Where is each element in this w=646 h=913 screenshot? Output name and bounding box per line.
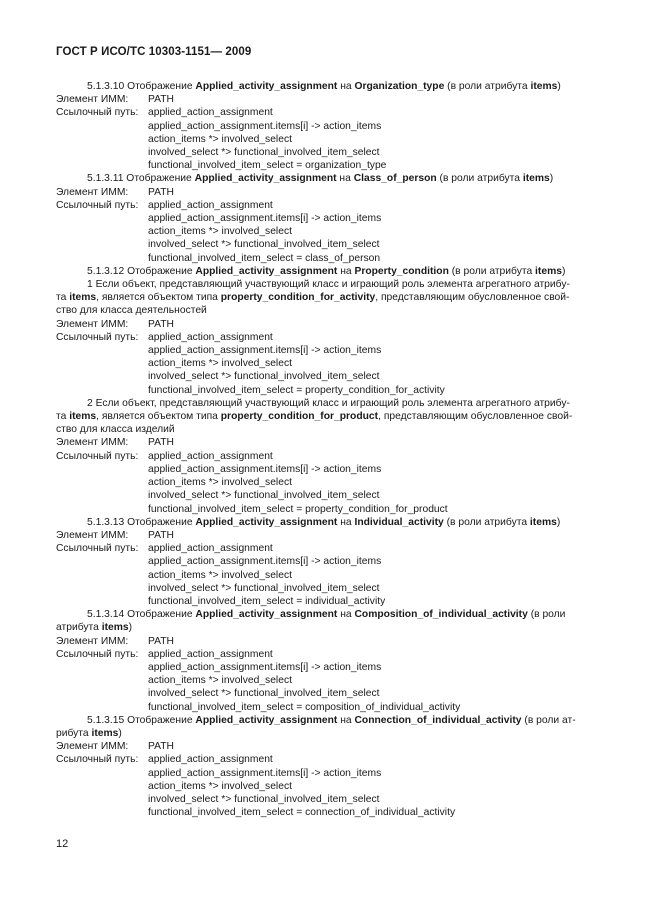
section-heading: 5.1.3.12 Отображение Applied_activity_assignment на Property_condition (в роли атрибута items) [87, 265, 566, 277]
path-line: functional_involved_item_select = class_of_person [148, 252, 381, 264]
section-heading-continued: рибута items) [56, 727, 122, 739]
section-heading: 5.1.3.13 Отображение Applied_activity_assignment на Individual_activity (в роли атрибута items) [87, 516, 561, 528]
path-row: Ссылочный путь: applied_action_assignment [56, 450, 273, 462]
path-line: applied_action_assignment.items[i] -> action_items [148, 556, 382, 568]
path-line: applied_action_assignment.items[i] -> action_items [148, 463, 382, 475]
note: 2 Если объект, представляющий участвующий класс и играющий роль элемента агрегатного атрибу- [87, 397, 570, 409]
page-number: 12 [56, 838, 69, 850]
path-line: involved_select *> functional_involved_item_select [148, 490, 380, 502]
element-row: Элемент ИММ: PATH [56, 741, 174, 753]
path-row: Ссылочный путь: applied_action_assignment [56, 107, 273, 119]
path-line: functional_involved_item_select = individual_activity [148, 595, 386, 607]
path-line: involved_select *> functional_involved_item_select [148, 582, 380, 594]
path-line: functional_involved_item_select = property_condition_for_activity [148, 384, 445, 396]
path-line: involved_select *> functional_involved_item_select [148, 793, 380, 805]
path-line: functional_involved_item_select = property_condition_for_product [148, 503, 448, 515]
path-line: involved_select *> functional_involved_item_select [148, 239, 380, 251]
element-row: Элемент ИММ: PATH [56, 529, 174, 541]
element-row: Элемент ИММ: PATH [56, 94, 174, 106]
path-line: applied_action_assignment.items[i] -> action_items [148, 767, 382, 779]
path-line: action_items *> involved_select [148, 133, 292, 145]
path-row: Ссылочный путь: applied_action_assignment [56, 543, 273, 555]
path-row: Ссылочный путь: applied_action_assignment [56, 199, 273, 211]
path-line: applied_action_assignment.items[i] -> action_items [148, 213, 382, 225]
section-heading: 5.1.3.14 Отображение Applied_activity_assignment на Composition_of_individual_activity (в роли [87, 609, 566, 621]
path-line: action_items *> involved_select [148, 226, 292, 238]
path-line: action_items *> involved_select [148, 675, 292, 687]
element-row: Элемент ИММ: PATH [56, 318, 174, 330]
element-row: Элемент ИММ: PATH [56, 635, 174, 647]
note-line: та items, является объектом типа property_condition_for_activity, представляющим обусловленное свой- [56, 292, 570, 304]
path-row: Ссылочный путь: applied_action_assignment [56, 754, 273, 766]
note-line: ство для класса деятельностей [56, 305, 207, 317]
path-line: applied_action_assignment.items[i] -> action_items [148, 345, 382, 357]
path-line: action_items *> involved_select [148, 780, 292, 792]
path-line: involved_select *> functional_involved_item_select [148, 147, 380, 159]
section-heading: 5.1.3.11 Отображение Applied_activity_assignment на Class_of_person (в роли атрибута items) [87, 173, 554, 185]
path-line: involved_select *> functional_involved_item_select [148, 688, 380, 700]
path-line: action_items *> involved_select [148, 477, 292, 489]
section-heading: 5.1.3.15 Отображение Applied_activity_assignment на Connection_of_individual_activity (в роли ат- [87, 714, 576, 726]
note: 1 Если объект, представляющий участвующий класс и играющий роль элемента агрегатного атрибу- [87, 279, 570, 291]
section-heading-continued: атрибута items) [56, 622, 133, 634]
path-line: functional_involved_item_select = connection_of_individual_activity [148, 807, 456, 819]
path-line: applied_action_assignment.items[i] -> action_items [148, 120, 382, 132]
path-line: functional_involved_item_select = organization_type [148, 160, 387, 172]
path-line: applied_action_assignment.items[i] -> action_items [148, 661, 382, 673]
path-line: involved_select *> functional_involved_item_select [148, 371, 380, 383]
element-row: Элемент ИММ: PATH [56, 186, 174, 198]
path-line: action_items *> involved_select [148, 569, 292, 581]
path-line: functional_involved_item_select = composition_of_individual_activity [148, 701, 461, 713]
document-body [56, 80, 596, 819]
element-row: Элемент ИММ: PATH [56, 437, 174, 449]
path-row: Ссылочный путь: applied_action_assignment [56, 648, 273, 660]
note-line: ство для класса изделий [56, 424, 175, 436]
section-heading: 5.1.3.10 Отображение Applied_activity_assignment на Organization_type (в роли атрибута items) [87, 81, 561, 92]
path-line: action_items *> involved_select [148, 358, 292, 370]
note-line: та items, является объектом типа property_condition_for_product, представляющим обусловленное свой- [56, 411, 573, 423]
path-row: Ссылочный путь: applied_action_assignment [56, 331, 273, 343]
page-header: ГОСТ Р ИСО/ТС 10303-1151— 2009 [56, 46, 252, 58]
